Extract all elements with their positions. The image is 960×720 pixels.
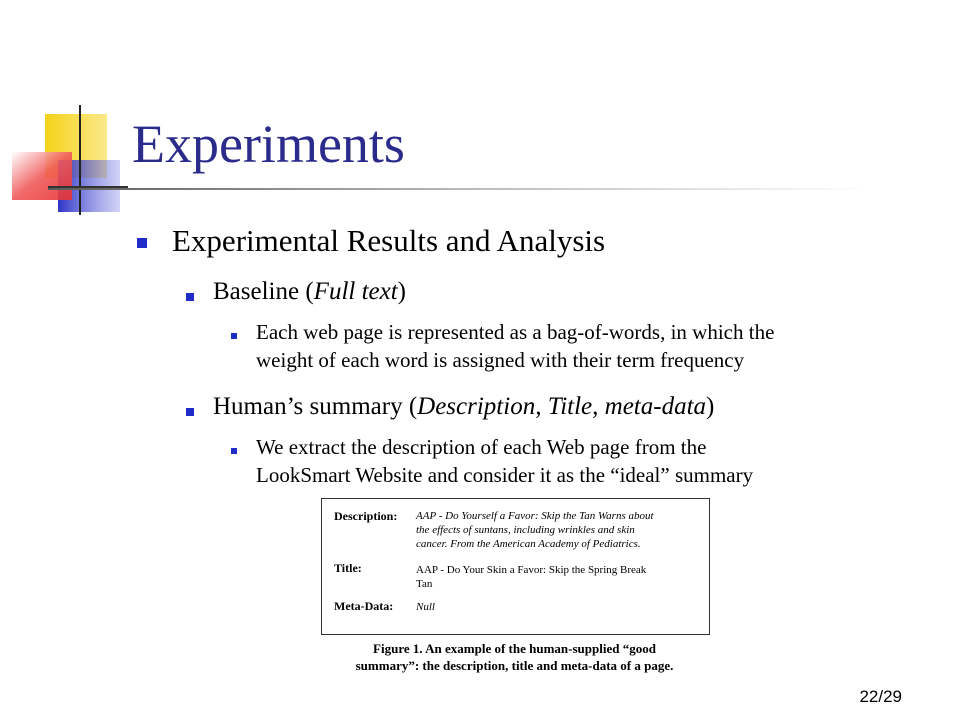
fig-metadata-label: Meta-Data: [334, 599, 394, 613]
baseline-detail [256, 318, 916, 374]
baseline-italic: Full text [313, 278, 398, 305]
fig-title-value [416, 563, 701, 591]
corner-decoration [0, 0, 140, 220]
figure-caption-line-2: summary”: the description, title and meta-data of a page. [355, 658, 674, 673]
title-divider [48, 188, 868, 190]
baseline-heading: Baseline (Full text) [213, 278, 406, 305]
fig-title-line-1: AAP - Do Your Skin a Favor: Skip the Spring Break [416, 564, 647, 576]
human-summary-italic: Description, Title, meta-data [417, 393, 707, 420]
figure-caption-line-1: Figure 1. An example of the human-supplied “good [373, 641, 656, 656]
baseline-detail-line-2: weight of each word is assigned with their term frequency [256, 348, 745, 372]
fig-title-line-2: Tan [416, 578, 433, 590]
fig-description-line-3: cancer. From the American Academy of Pediatrics. [416, 538, 641, 550]
fig-description-value [416, 509, 701, 551]
fig-title-label: Title: [334, 561, 362, 575]
fig-metadata-value: Null [416, 601, 435, 613]
fig-description-label: Description: [334, 509, 398, 523]
baseline-label: Baseline [213, 278, 300, 305]
deco-vertical-line [79, 105, 81, 215]
human-summary-heading: Human’s summary (Description, Title, meta-data) [213, 393, 715, 420]
slide-title: Experiments [132, 114, 405, 174]
figure-caption [321, 640, 708, 674]
bullet-l1 [137, 238, 147, 248]
bullet-l3-human-summary [231, 448, 237, 454]
bullet-experimental-results: Experimental Results and Analysis [172, 223, 606, 258]
fig-description-line-2: the effects of suntans, including wrinkles and skin [416, 524, 635, 536]
bullet-l2-baseline [186, 293, 194, 301]
human-summary-detail-line-1: We extract the description of each Web page from the [256, 435, 707, 459]
human-summary-detail [256, 433, 916, 489]
page-number: 22/29 [859, 687, 902, 706]
human-summary-label: Human’s summary [213, 393, 403, 420]
red-square [12, 152, 72, 200]
figure-box [321, 498, 710, 635]
bullet-l2-human-summary [186, 408, 194, 416]
bullet-l3-baseline [231, 333, 237, 339]
baseline-detail-line-1: Each web page is represented as a bag-of-words, in which the [256, 320, 775, 344]
human-summary-detail-line-2: LookSmart Website and consider it as the “ideal” summary [256, 463, 754, 487]
fig-description-line-1: AAP - Do Yourself a Favor: Skip the Tan Warns about [416, 510, 654, 522]
